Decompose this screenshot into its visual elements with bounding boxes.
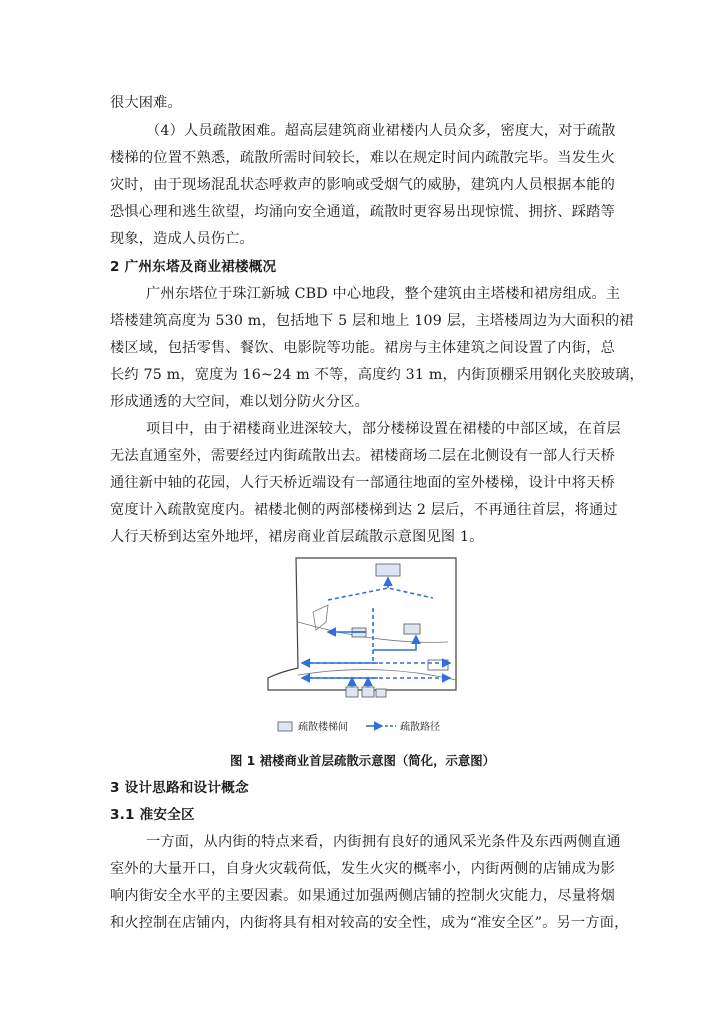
s2-p1-line-4: 长约 75 m，宽度为 16~24 m 不等，高度约 31 m，内街顶棚采用钢化夹胶玻璃， xyxy=(110,367,644,383)
section-2-heading: 2 广州东塔及商业裙楼概况 xyxy=(110,259,277,275)
item4-line-3: 灾时，由于现场混乱状态呼救声的影响或受烟气的威胁，建筑内人员根据本能的 xyxy=(110,177,615,193)
legend-route-label: 疏散路径 xyxy=(400,722,440,733)
stairwell-north xyxy=(376,564,400,576)
paragraph-end-line: 很大困难。 xyxy=(110,95,182,111)
legend-stair-swatch xyxy=(278,722,292,731)
item4-line-5: 现象，造成人员伤亡。 xyxy=(110,231,254,247)
item4-line-2: 楼梯的位置不熟悉，疏散所需时间较长，难以在规定时间内疏散完毕。当发生火 xyxy=(110,150,615,166)
figure-1-caption: 图 1 裙楼商业首层疏散示意图（简化，示意图） xyxy=(229,753,496,768)
section-3-heading: 3 设计思路和设计概念 xyxy=(110,780,249,796)
s2-p2-line-4: 宽度计入疏散宽度内。裙楼北侧的两部楼梯到达 2 层后，不再通往首层，将通过 xyxy=(110,502,618,518)
legend-stair-label: 疏散楼梯间 xyxy=(298,722,348,733)
s2-p1-line-1: 广州东塔位于珠江新城 CBD 中心地段，整个建筑由主塔楼和裙房组成。主 xyxy=(146,286,621,302)
s2-p2-line-5: 人行天桥到达室外地坪，裙房商业首层疏散示意图见图 1。 xyxy=(110,529,484,545)
s2-p1-line-2: 塔楼建筑高度为 530 m，包括地下 5 层和地上 109 层，主塔楼周边为大面积的裙 xyxy=(110,313,634,329)
s3-p1-line-3: 响内街安全水平的主要因素。如果通过加强两侧店铺的控制火灾能力，尽量将烟 xyxy=(110,888,615,904)
s3-p1-line-4: 和火控制在店铺内，内街将具有相对较高的安全性，成为“准安全区”。另一方面， xyxy=(110,915,629,931)
s3-p1-line-1: 一方面，从内街的特点来看，内街拥有良好的通风采光条件及东西两侧直通 xyxy=(146,834,621,850)
s3-p1-line-2: 室外的大量开口，自身火灾载荷低，发生火灾的概率小，内街两侧的店铺成为影 xyxy=(110,861,615,877)
section-3-1-heading: 3.1 准安全区 xyxy=(110,807,195,823)
kiosk xyxy=(428,660,448,670)
figure-1-diagram xyxy=(258,550,468,745)
stairwell-south-1 xyxy=(346,687,358,697)
stairwell-south-2 xyxy=(362,687,374,697)
item4-line-4: 恐惧心理和逃生欲望，均涌向安全通道，疏散时更容易出现惊慌、拥挤、踩踏等 xyxy=(110,204,615,220)
curved-block xyxy=(313,605,328,630)
s2-p2-line-3: 通往新中轴的花园，人行天桥近端设有一部通往地面的室外楼梯，设计中将天桥 xyxy=(110,475,615,491)
s2-p1-line-5: 形成通透的大空间，难以划分防火分区。 xyxy=(110,394,369,410)
s2-p1-line-3: 楼区域，包括零售、餐饮、电影院等功能。裙房与主体建筑之间设置了内街，总 xyxy=(110,340,615,356)
stairwell-south-3 xyxy=(376,689,386,697)
s2-p2-line-2: 无法直通室外，需要经过内街疏散出去。裙楼商场二层在北侧设有一部人行天桥 xyxy=(110,448,615,464)
stairwell-east xyxy=(404,624,420,634)
s2-p2-line-1: 项目中，由于裙楼商业进深较大，部分楼梯设置在裙楼的中部区域，在首层 xyxy=(146,421,621,437)
item4-line-1: （4）人员疏散困难。超高层建筑商业裙楼内人员众多，密度大，对于疏散 xyxy=(146,123,616,139)
evacuation-routes xyxy=(302,578,450,687)
